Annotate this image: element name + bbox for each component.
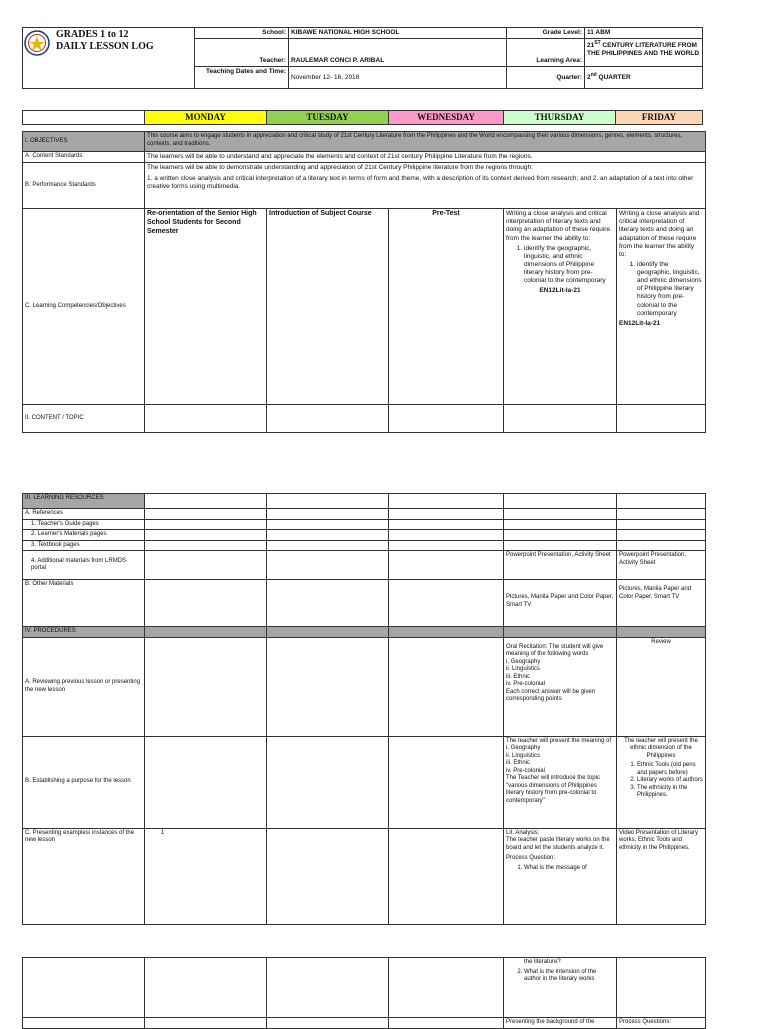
friday-intro: Writing a close analysis and critical interpretation of literary texts and doing an adaptation of these require from the learner the ability to: — [619, 210, 700, 258]
competency-tuesday: Introduction of Subject Course — [267, 209, 389, 405]
teacher-label: Teacher: — [195, 39, 289, 67]
objectives-text: This course aims to engage students in appreciation and critical study of 21st Century Literature from the Philippines and the World encompassing their various dimensions, genres, elements, structures, contexts, and traditions. — [145, 132, 706, 152]
procedure-c-thursday — [504, 828, 617, 924]
performance-intro: The learners will be able to demonstrate understanding and appreciation of 21st Century Philippine literature from the regions through: — [147, 164, 533, 172]
continued-friday-next: Process Questions: — [617, 1018, 706, 1029]
day-monday: MONDAY — [145, 111, 267, 125]
brand-line-2: DAILY LESSON LOG — [56, 41, 154, 52]
procedure-c-monday: 1 — [145, 828, 267, 924]
procedure-b-thursday-end: The Teacher will introduce the topic "various dimensions of Philippines literary history from pre-colonial to contemporary" — [506, 775, 600, 804]
lrmds-thursday: Powerpoint Presentation, Activity Sheet — [504, 551, 617, 580]
day-thursday: THURSDAY — [504, 111, 616, 125]
quarter-value — [585, 67, 703, 89]
procedure-a-thursday-line: ii. Linguistics — [506, 666, 541, 672]
continued-thursday-q2: 2. What is the intension of the author in the literary works — [524, 969, 614, 984]
procedure-c-friday: Video Presentation of Literary works, Ethnic Tools and ethnicity in the Philippines. — [617, 828, 706, 924]
procedure-b-thursday-line: iii. Ethnic — [506, 760, 531, 766]
procedure-c-thursday-3: Process Question: — [506, 855, 556, 861]
procedure-a-friday: Review — [617, 637, 706, 736]
area-value-sup: ST — [594, 40, 601, 47]
grade-value: 11 ABM — [585, 28, 703, 39]
procedure-b-thursday-line: ii. Linguistics — [506, 752, 541, 759]
procedure-a-thursday-line: iii. Ethnic — [506, 673, 531, 680]
quarter-value-number: 2 — [587, 74, 591, 82]
quarter-value-sup: nd — [590, 72, 597, 79]
days-header — [22, 110, 703, 125]
procedure-b-friday-item: 2. Literary works of authors — [637, 777, 703, 785]
procedure-c-thursday-q1: 1. What is the message of — [524, 865, 614, 873]
procedure-c-thursday-2: The teacher paste literary works on the board and let the students analyze it. — [506, 837, 610, 851]
school-value: KIBAWE NATIONAL HIGH SCHOOL — [289, 28, 507, 39]
procedure-b-friday-intro: The teacher will present the ethnic dimension of the Philippines — [624, 737, 698, 759]
school-label: School: — [195, 28, 289, 39]
other-materials-label: B. Other Materials — [23, 580, 145, 627]
continued-table — [22, 957, 706, 1029]
friday-item: 1. identify the geographic, linguistic, and ethnic dimensions of Philippine literary history from pre-colonial to the contemporary — [637, 261, 703, 318]
procedure-c-thursday-1: Lit. Analysis: — [506, 829, 540, 836]
procedure-b-label: B. Establishing a purpose for the lesson — [23, 736, 145, 828]
lrmds-friday: Powerpoint Presentation, Activity Sheet — [617, 551, 706, 580]
dates-value: November 12- 16, 2018 — [289, 67, 507, 89]
content-topic-label: II. CONTENT / TOPIC — [23, 405, 145, 433]
quarter-label: Quarter: — [507, 67, 585, 89]
grade-label: Grade Level: — [507, 28, 585, 39]
teachers-guide-label: 1. Teacher's Guide pages — [23, 519, 145, 530]
day-friday: FRIDAY — [616, 111, 703, 125]
references-label: A. References — [23, 509, 145, 520]
friday-code: EN12Lit-Ia-21 — [619, 319, 661, 327]
procedure-a-thursday-line: i. Geography — [506, 658, 541, 665]
thursday-item: 1. identify the geographic, linguistic, and ethnic dimensions of Philippine literary history from pre-colonial to the contemporary — [524, 245, 614, 286]
procedure-b-thursday-line: i. Geography — [506, 745, 541, 751]
quarter-value-text: QUARTER — [596, 74, 631, 82]
dates-label: Teaching Dates and Time: — [195, 67, 289, 89]
performance-detail: 1. a written close analysis and critical interpretation of a literary text in terms of form and theme, with a description of its context derived from research; and 2. an adaptation of a text into other creative forms using multimedia. — [147, 175, 694, 191]
lrmds-label: 4. Additional materials from LRMDS portal — [23, 551, 145, 580]
resources-procedures-table — [22, 493, 706, 925]
objectives-label: I. OBJECTIVES — [23, 132, 145, 152]
competency-friday — [617, 209, 706, 405]
day-tuesday: TUESDAY — [267, 111, 389, 125]
day-wednesday: WEDNESDAY — [389, 111, 504, 125]
continued-thursday-tail: the literature? — [524, 959, 561, 965]
procedure-a-thursday — [504, 637, 617, 736]
textbook-label: 3. Textbook pages — [23, 540, 145, 551]
area-value-text: CENTURY LITERATURE FROM THE PHILIPPINES AND THE WORLD — [587, 42, 700, 58]
procedure-b-friday-item: 3. The ethnicity in the Philippines. — [637, 785, 703, 800]
objectives-table — [22, 131, 706, 433]
procedures-label: IV. PROCEDURES — [23, 627, 145, 638]
continued-thursday — [504, 958, 617, 1018]
procedure-a-thursday-line: iv. Pre-colonial — [506, 681, 545, 687]
procedure-a-label: A. Reviewing previous lesson or presenting the new lesson — [23, 637, 145, 736]
content-standards-label: A. Content Standards — [23, 152, 145, 163]
learners-materials-label: 2. Learner's Materials pages — [23, 530, 145, 541]
area-label: Learning Area: — [507, 39, 585, 67]
competency-thursday — [504, 209, 617, 405]
content-standards-text: The learners will be able to understand and appreciate the elements and context of 21st century Philippine Literature from the regions. — [145, 152, 706, 163]
procedure-a-thursday-intro: Oral Recitation: The student will give meaning of the following words — [506, 643, 604, 657]
header-table — [22, 27, 703, 89]
procedure-a-thursday-end: Each correct answer will be given corresponding points — [506, 688, 596, 702]
competency-wednesday: Pre-Test — [389, 209, 504, 405]
procedure-b-friday-item: 1. Ethnic Tools (old pens and papers before) — [637, 762, 703, 777]
performance-standards-text — [145, 163, 706, 209]
competencies-label: C. Learning Competencies/Objectives — [23, 209, 145, 405]
teacher-value: RAULEMAR CONCI P. ARIBAL — [289, 39, 507, 67]
resources-label: III. LEARNING RESOURCES — [23, 494, 145, 509]
performance-standards-label: B. Performance Standards — [23, 163, 145, 209]
other-materials-thursday: Pictures, Manila Paper and Color Paper, Smart TV — [504, 580, 617, 627]
other-materials-friday: Pictures, Manila Paper and Color Paper, Smart TV — [617, 580, 706, 627]
continued-thursday-next: Presenting the background of the — [504, 1018, 617, 1029]
thursday-code: EN12Lit-Ia-21 — [539, 287, 581, 295]
procedure-b-thursday — [504, 736, 617, 828]
competency-monday: Re-orientation of the Senior High School Students for Second Semester — [145, 209, 267, 405]
procedure-c-label: C. Presenting examples/ instances of the new lesson — [23, 828, 145, 924]
procedure-b-friday — [617, 736, 706, 828]
brand-line-1: GRADES 1 to 12 — [56, 29, 129, 40]
procedure-b-thursday-line: iv. Pre-colonial — [506, 767, 545, 774]
area-value-number: 21 — [587, 42, 595, 50]
area-value — [585, 39, 703, 67]
thursday-intro: Writing a close analysis and critical interpretation of literary texts and doing an adaptation of these require from the learner the ability to: — [506, 210, 611, 242]
procedure-b-thursday-intro: The teacher will present the meaning of — [506, 737, 612, 744]
